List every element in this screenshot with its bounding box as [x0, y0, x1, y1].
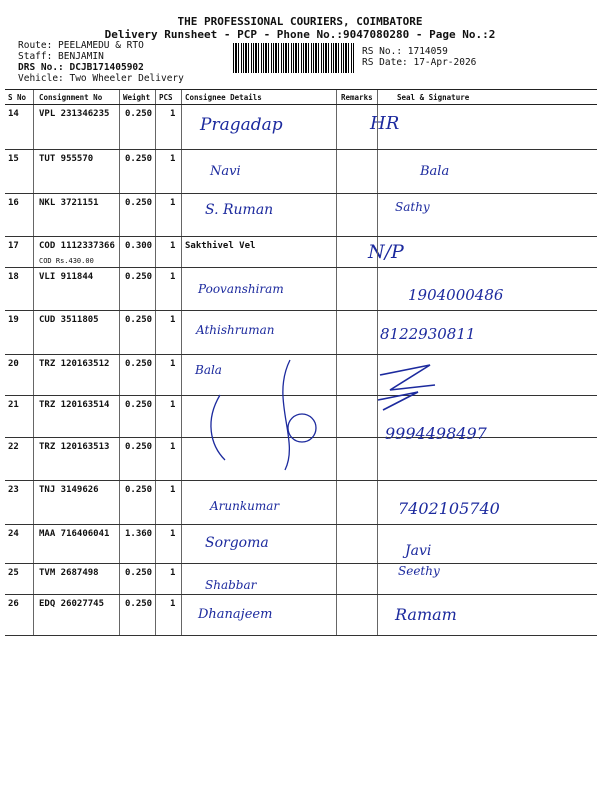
drs-value: DCJB171405902	[69, 62, 144, 73]
seal-signature: HR	[370, 113, 400, 134]
row-sno: 15	[8, 154, 19, 164]
col-sno: S No	[8, 93, 27, 102]
row-consignment: TRZ 120163512	[39, 359, 110, 369]
row-consignment: MAA 716406041	[39, 529, 110, 539]
seal-signature: Bala	[420, 164, 450, 179]
row-weight: 0.250	[125, 400, 153, 410]
consignee-signature: Dhanajeem	[198, 607, 273, 622]
row-consignment: NKL 3721151	[39, 198, 99, 208]
rs-date: RS Date: 17-Apr-2026	[362, 57, 477, 68]
consignee-signature: Shabbar	[205, 578, 257, 592]
row-weight: 0.250	[125, 315, 153, 325]
row-pcs: 1	[170, 442, 176, 452]
row-consignment: VLI 911844	[39, 272, 94, 282]
cod-amount: COD Rs.430.00	[39, 257, 94, 265]
row-pcs: 1	[170, 109, 176, 119]
row-consignment: VPL 231346235	[39, 109, 110, 119]
row-consignment: COD 1112337366	[39, 241, 115, 251]
company-title: THE PROFESSIONAL COURIERS, COIMBATORE	[177, 15, 423, 28]
row-pcs: 1	[170, 241, 176, 251]
row-pcs: 1	[170, 599, 176, 609]
seal-signature: Javi	[405, 543, 432, 559]
row-weight: 0.250	[125, 568, 153, 578]
row-sno: 23	[8, 485, 19, 495]
vehicle-text: Vehicle: Two Wheeler Delivery	[18, 73, 184, 84]
row-weight: 0.300	[125, 241, 153, 251]
col-remarks: Remarks	[341, 93, 373, 102]
row-weight: 0.250	[125, 272, 153, 282]
row-sno: 19	[8, 315, 19, 325]
seal-signature: Ramam	[395, 605, 457, 624]
row-sno: 16	[8, 198, 19, 208]
row-pcs: 1	[170, 272, 176, 282]
row-sno: 21	[8, 400, 19, 410]
row-consignment: TRZ 120163514	[39, 400, 110, 410]
row-consignment: CUD 3511805	[39, 315, 99, 325]
seal-signature: 1904000486	[408, 286, 504, 304]
row-sno: 24	[8, 529, 19, 539]
runsheet-subtitle: Delivery Runsheet - PCP - Phone No.:9047080280 - Page No.:2	[104, 28, 496, 41]
rs-number: RS No.: 1714059	[362, 46, 448, 57]
row-consignee: Sakthivel Vel	[185, 241, 256, 251]
row-pcs: 1	[170, 485, 176, 495]
row-sno: 26	[8, 599, 19, 609]
row-consignment: TRZ 120163513	[39, 442, 110, 452]
route-text: Route: PEELAMEDU & RTO	[18, 40, 144, 51]
row-weight: 0.250	[125, 198, 153, 208]
seal-signature: 7402105740	[398, 499, 500, 518]
row-weight: 0.250	[125, 599, 153, 609]
row-consignment: TVM 2687498	[39, 568, 99, 578]
consignee-signature: Navi	[210, 164, 241, 179]
seal-signature: 8122930811	[380, 325, 476, 343]
row-pcs: 1	[170, 359, 176, 369]
row-weight: 0.250	[125, 154, 153, 164]
drs-label: DRS No.:	[18, 62, 64, 73]
consignee-signature: Pragadap	[200, 115, 283, 135]
row-sno: 22	[8, 442, 19, 452]
col-seal: Seal & Signature	[397, 93, 470, 102]
row-consignment: TUT 955570	[39, 154, 94, 164]
seal-signature: 9994498497	[385, 424, 487, 443]
row-consignment: EDQ 26027745	[39, 599, 105, 609]
row-weight: 1.360	[125, 529, 153, 539]
col-consignee: Consignee Details	[185, 93, 262, 102]
col-weight: Weight	[123, 93, 151, 102]
col-pcs: PCS	[159, 93, 173, 102]
row-pcs: 1	[170, 400, 176, 410]
row-sno: 25	[8, 568, 19, 578]
consignee-signature: Sorgoma	[205, 535, 269, 551]
seal-signature: Sathy	[395, 200, 430, 214]
consignee-signature: Poovanshiram	[198, 282, 284, 296]
consignee-signature: S. Ruman	[205, 202, 274, 218]
row-weight: 0.250	[125, 109, 153, 119]
row-pcs: 1	[170, 315, 176, 325]
row-sno: 17	[8, 241, 19, 251]
row-pcs: 1	[170, 198, 176, 208]
row-sno: 18	[8, 272, 19, 282]
row-weight: 0.250	[125, 442, 153, 452]
row-consignment: TNJ 3149626	[39, 485, 99, 495]
consignee-signature: Bala	[195, 363, 222, 377]
col-consignment: Consignment No	[39, 93, 103, 102]
row-weight: 0.250	[125, 359, 153, 369]
seal-signature: N/P	[368, 241, 404, 263]
consignee-signature: Athishruman	[196, 323, 275, 337]
row-weight: 0.250	[125, 485, 153, 495]
row-pcs: 1	[170, 154, 176, 164]
row-pcs: 1	[170, 568, 176, 578]
consignee-signature: Arunkumar	[210, 499, 280, 513]
row-sno: 14	[8, 109, 19, 119]
row-sno: 20	[8, 359, 19, 369]
staff-text: Staff: BENJAMIN	[18, 51, 104, 62]
row-pcs: 1	[170, 529, 176, 539]
seal-signature: Seethy	[398, 564, 440, 578]
